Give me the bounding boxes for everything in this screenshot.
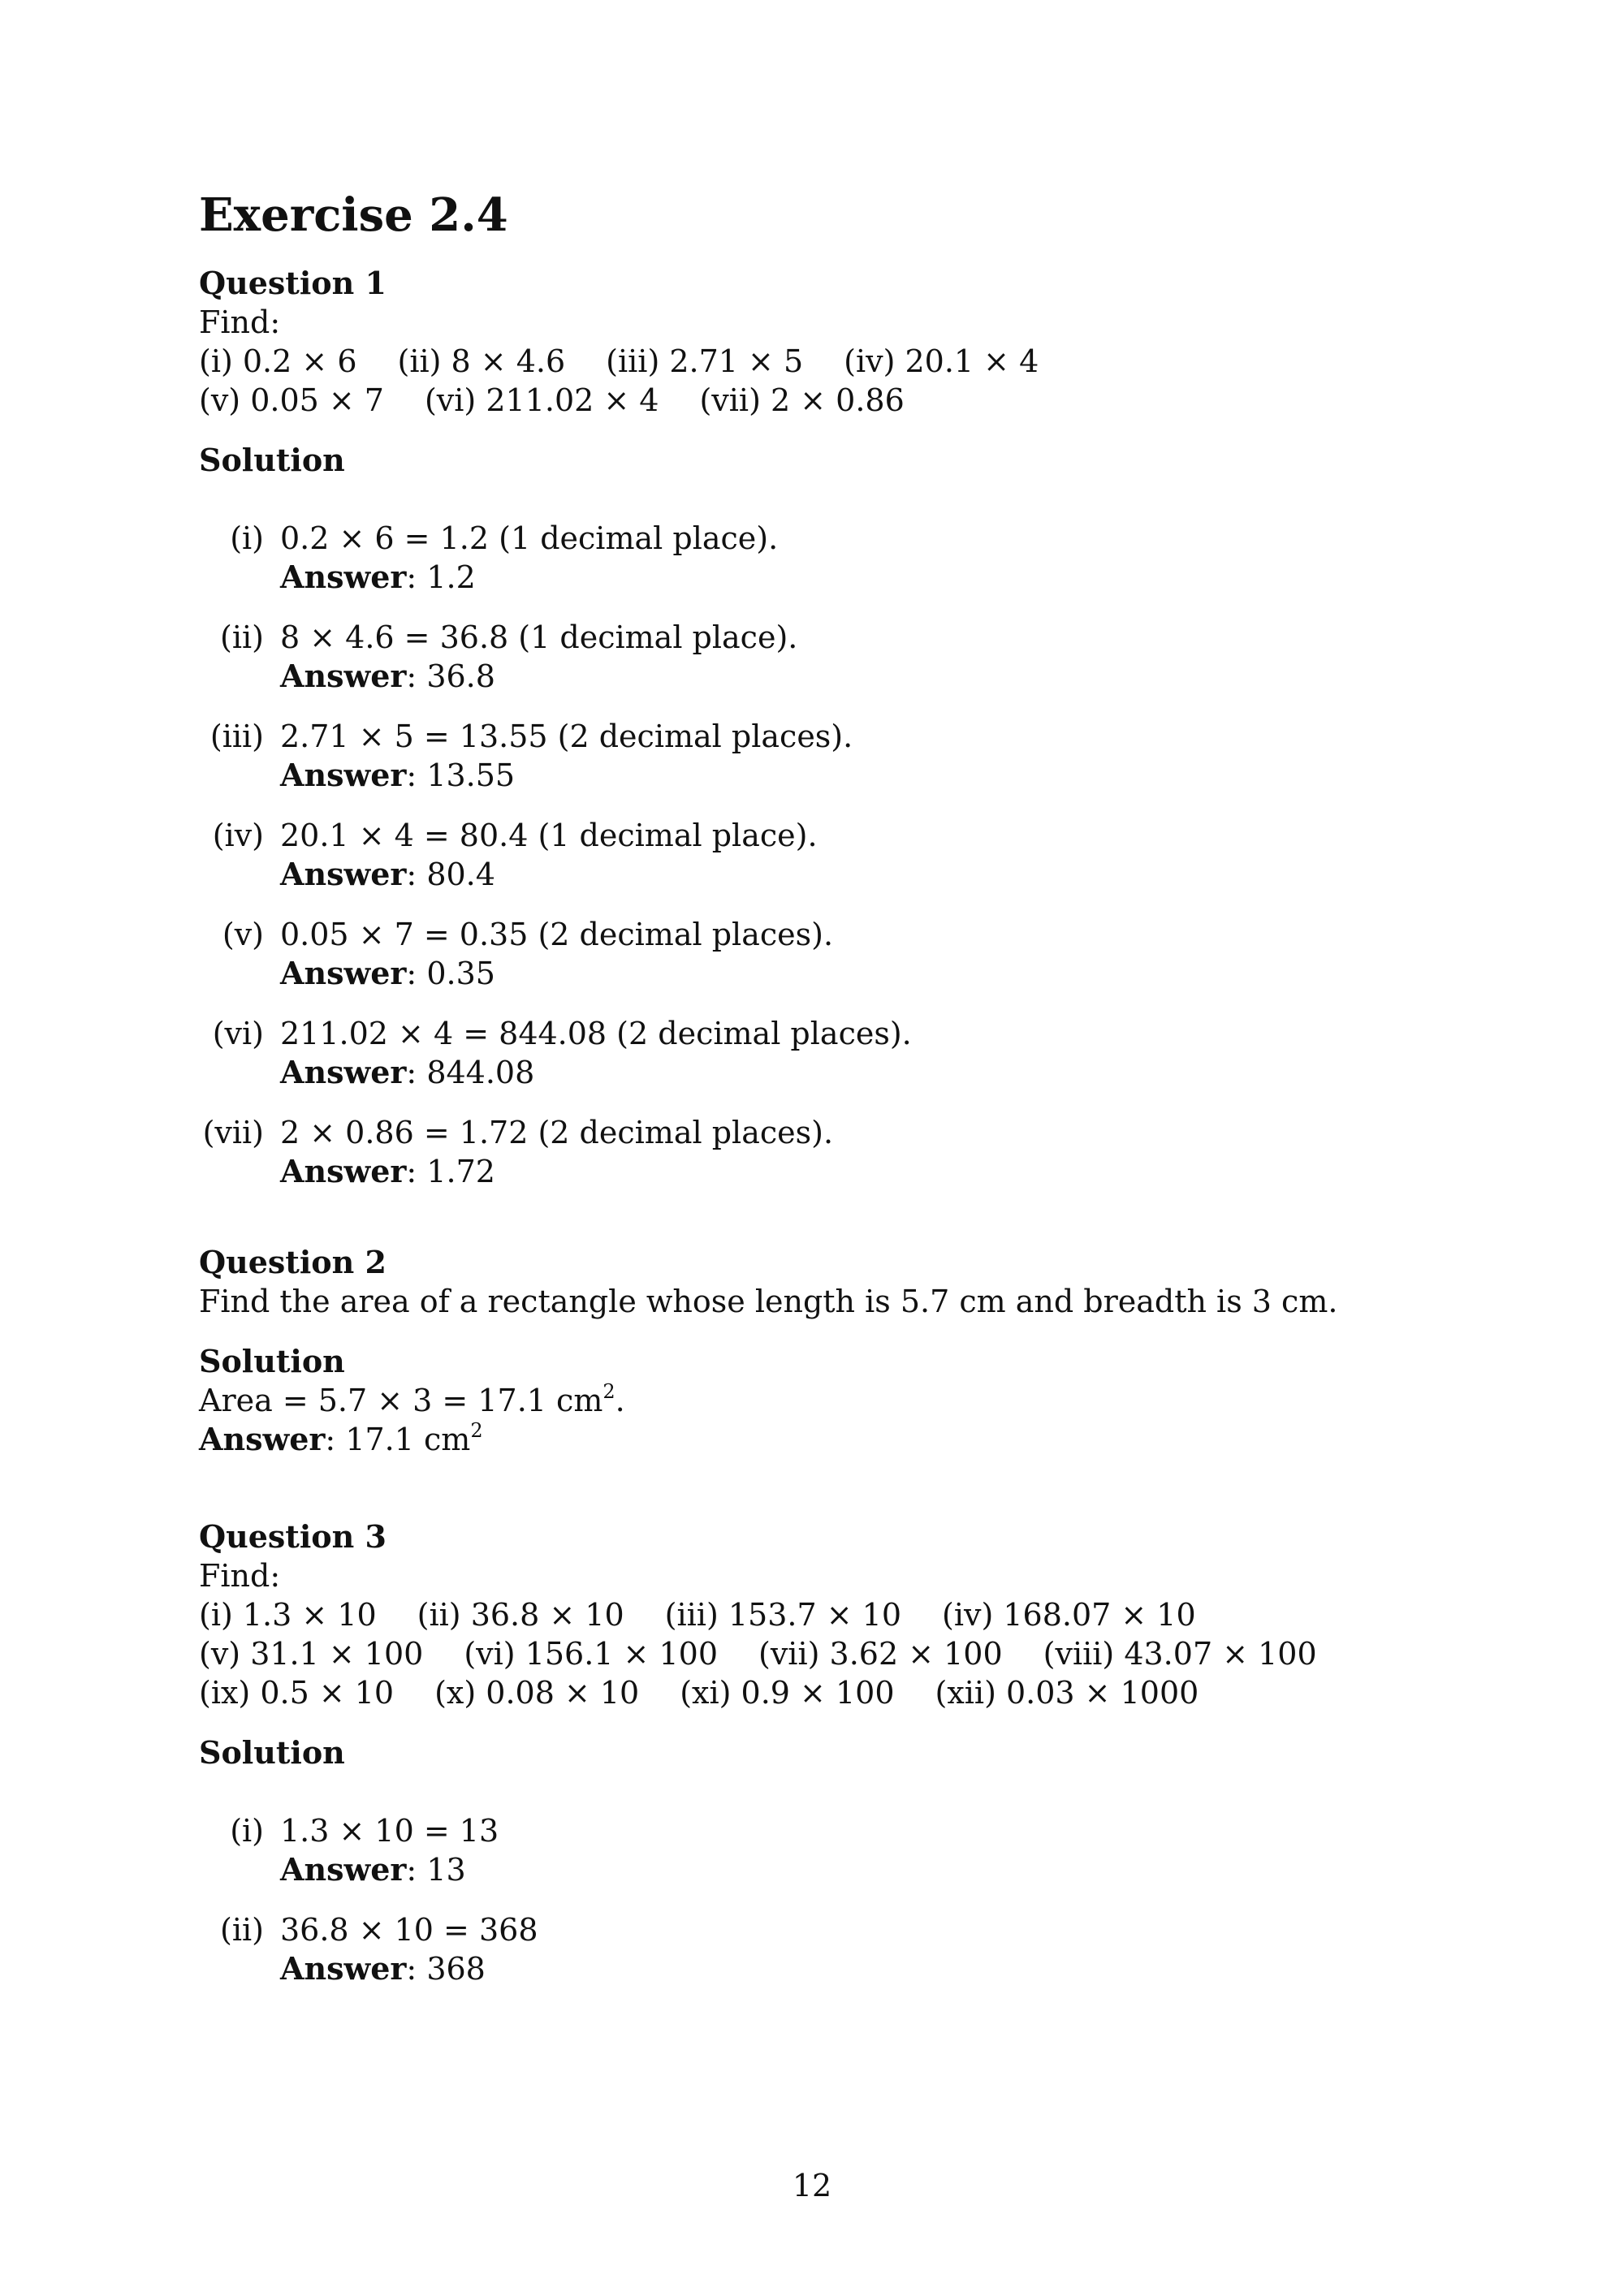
item-answer: 368 (426, 1951, 486, 1987)
item-work: 1.3 × 10 = 13 (280, 1813, 499, 1849)
question-1-row-2 (199, 381, 1458, 420)
q1-part: (v) 0.05 × 7 (199, 382, 384, 418)
q1-part: (vi) 211.02 × 4 (424, 382, 659, 418)
item-label: (vi) (212, 1016, 264, 1051)
question-2-work (199, 1381, 1458, 1420)
item-work: 20.1 × 4 = 80.4 (1 decimal place). (280, 818, 818, 853)
q1-part: (ii) 8 × 4.6 (397, 343, 566, 379)
question-2-answer: Answer: 17.1 $cm^2$ (199, 1419, 483, 1457)
item-answer: 1.2 (426, 559, 476, 595)
answer-label: Answer (280, 559, 407, 595)
item-label: (iv) (212, 818, 264, 853)
question-2-solution-label: Solution (199, 1343, 345, 1379)
item-label: (iii) (209, 719, 264, 754)
item-work: 2 × 0.86 = 1.72 (2 decimal places). (280, 1115, 834, 1150)
item-answer: 80.4 (426, 857, 495, 892)
question-2 (199, 1243, 1458, 1459)
answer-value: 17.1 cm (345, 1422, 471, 1457)
answer-label: Answer (199, 1421, 326, 1457)
question-1-row-1 (199, 342, 1458, 381)
q1-part: (i) 0.2 × 6 (199, 343, 357, 379)
answer-label: Answer (280, 955, 407, 991)
q3-part: (i) 1.3 × 10 (199, 1597, 377, 1633)
q1-part: (iii) 2.71 × 5 (606, 343, 804, 379)
item-answer: 13 (426, 1852, 466, 1888)
answer-label: Answer (280, 1153, 407, 1189)
answer-label: Answer (280, 658, 407, 694)
item-label: (v) (222, 917, 264, 952)
answer-label: Answer (280, 757, 407, 793)
q3-part: (iv) 168.07 × 10 (942, 1597, 1196, 1633)
q3-part: (x) 0.08 × 10 (434, 1675, 640, 1711)
solution-item: (i) 1.3 × 10 = 13 Answer: 13 (199, 1811, 1458, 1889)
item-answer: 844.08 (426, 1055, 535, 1090)
question-2-title: Question 2 (199, 1244, 387, 1280)
item-label: (ii) (220, 619, 264, 655)
solution-item: (iii) 2.71 × 5 = 13.55 (2 decimal places). Answer: 13.55 (199, 717, 1458, 795)
item-work: 8 × 4.6 = 36.8 (1 decimal place). (280, 619, 798, 655)
page-number: 12 (792, 2168, 832, 2203)
answer-label: Answer (280, 856, 407, 892)
question-1-prompt: Find: (199, 304, 281, 340)
question-1 (199, 264, 1458, 1191)
question-3-title: Question 3 (199, 1518, 387, 1555)
item-label: (ii) (220, 1912, 264, 1948)
question-3-row-3 (199, 1673, 1458, 1712)
question-3 (199, 1517, 1458, 1988)
item-work: 36.8 × 10 = 368 (280, 1912, 538, 1948)
question-3-solutions (199, 1811, 1458, 1988)
question-3-row-1 (199, 1595, 1458, 1634)
solution-item: (ii) 8 × 4.6 = 36.8 (1 decimal place). Answer: 36.8 (199, 618, 1458, 696)
question-1-solution-label: Solution (199, 442, 345, 478)
q3-part: (xi) 0.9 × 100 (680, 1675, 895, 1711)
solution-item: (vii) 2 × 0.86 = 1.72 (2 decimal places). Answer: 1.72 (199, 1113, 1458, 1191)
q3-part: (iii) 153.7 × 10 (664, 1597, 901, 1633)
area-period: . (615, 1383, 625, 1418)
item-answer: 0.35 (426, 956, 495, 991)
answer-label: Answer (280, 1851, 407, 1888)
question-3-row-2 (199, 1634, 1458, 1673)
item-label: (vii) (202, 1115, 264, 1150)
solution-item: (iv) 20.1 × 4 = 80.4 (1 decimal place). Answer: 80.4 (199, 816, 1458, 894)
q3-part: (vii) 3.62 × 100 (758, 1636, 1003, 1672)
solution-item: (ii) 36.8 × 10 = 368 Answer: 368 (199, 1910, 1458, 1988)
item-answer: 13.55 (426, 757, 516, 793)
exercise-heading: Exercise 2.4 (199, 188, 508, 242)
q3-part: (xii) 0.03 × 1000 (935, 1675, 1199, 1711)
solution-item: (i) 0.2 × 6 = 1.2 (1 decimal place). Answer: 1.2 (199, 519, 1458, 597)
answer-label: Answer (280, 1054, 407, 1090)
q3-part: (v) 31.1 × 100 (199, 1636, 424, 1672)
solution-item: (v) 0.05 × 7 = 0.35 (2 decimal places). Answer: 0.35 (199, 915, 1458, 993)
answer-exponent: 2 (470, 1419, 483, 1442)
item-work: 2.71 × 5 = 13.55 (2 decimal places). (280, 719, 853, 754)
question-1-title: Question 1 (199, 265, 387, 301)
q1-part: (iv) 20.1 × 4 (844, 343, 1039, 379)
q1-part: (vii) 2 × 0.86 (699, 382, 905, 418)
q3-part: (ii) 36.8 × 10 (417, 1597, 624, 1633)
q3-part: (ix) 0.5 × 10 (199, 1675, 395, 1711)
solution-item: (vi) 211.02 × 4 = 844.08 (2 decimal places). Answer: 844.08 (199, 1014, 1458, 1092)
item-work: 0.05 × 7 = 0.35 (2 decimal places). (280, 917, 834, 952)
item-label: (i) (230, 520, 264, 556)
item-work: 211.02 × 4 = 844.08 (2 decimal places). (280, 1016, 912, 1051)
item-answer: 36.8 (426, 658, 495, 694)
question-3-prompt: Find: (199, 1558, 281, 1594)
area-work: Area = 5.7 × 3 = 17.1 cm (199, 1383, 603, 1418)
item-work: 0.2 × 6 = 1.2 (1 decimal place). (280, 520, 779, 556)
page-content (199, 183, 1458, 2009)
item-label: (i) (230, 1813, 264, 1849)
item-answer: 1.72 (426, 1154, 495, 1189)
answer-label: Answer (280, 1950, 407, 1987)
question-2-prompt: Find the area of a rectangle whose length is 5.7 cm and breadth is 3 cm. (199, 1284, 1338, 1319)
q3-part: (viii) 43.07 × 100 (1043, 1636, 1317, 1672)
question-3-solution-label: Solution (199, 1734, 345, 1771)
area-exponent: 2 (603, 1380, 615, 1403)
question-1-solutions (199, 519, 1458, 1191)
q3-part: (vi) 156.1 × 100 (464, 1636, 719, 1672)
